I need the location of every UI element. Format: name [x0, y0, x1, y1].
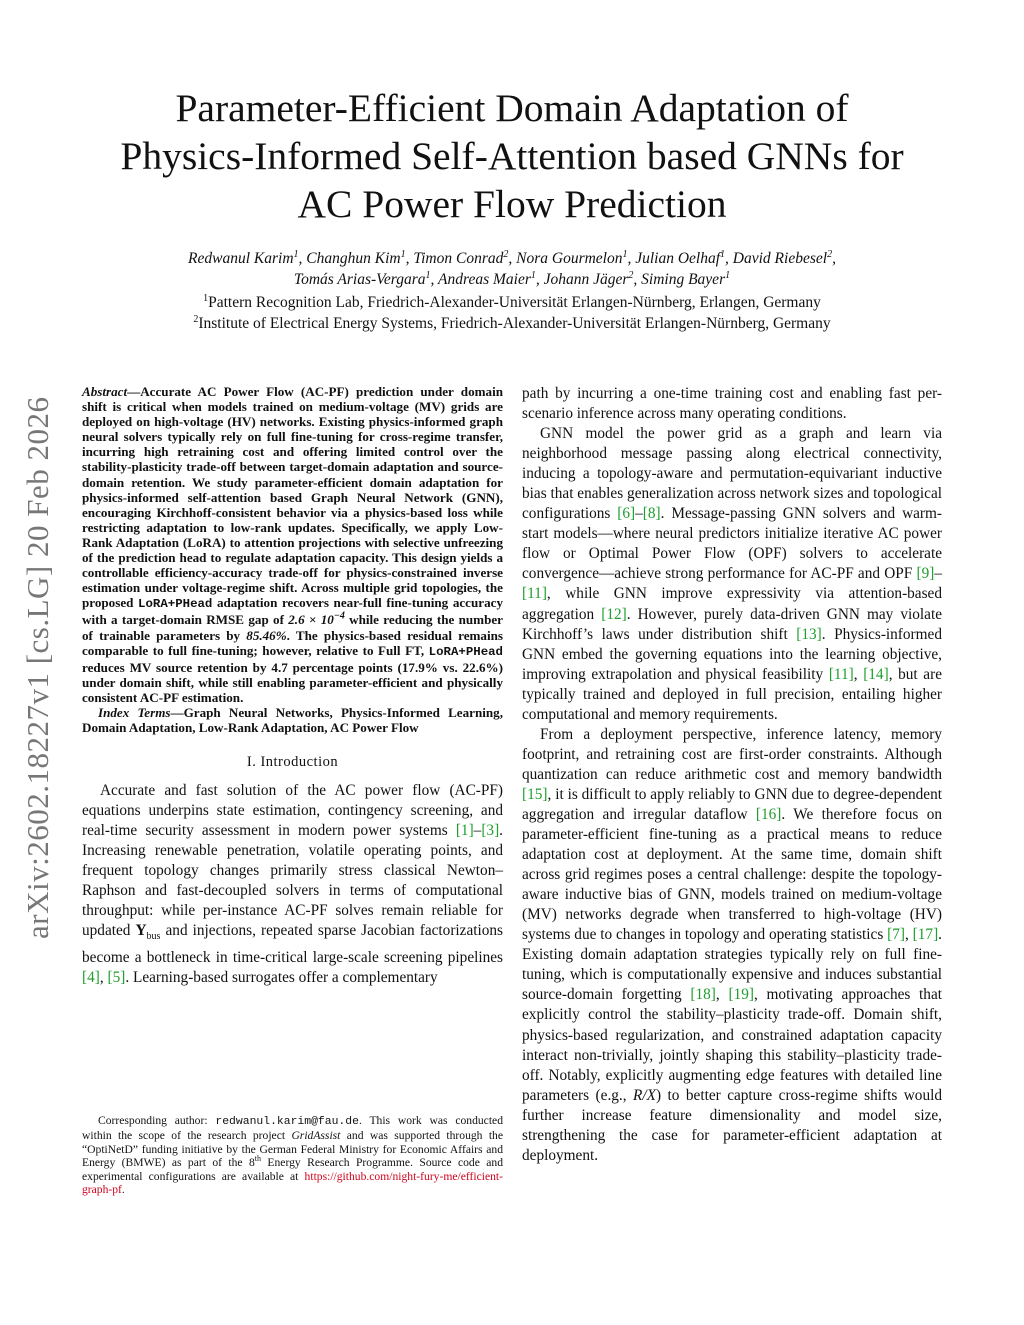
author: Nora Gourmelon$^1$,: [516, 248, 636, 267]
abstract-label: Abstract: [82, 384, 128, 399]
citation-link[interactable]: [11]: [828, 665, 854, 683]
affiliations: [82, 292, 942, 334]
author: Andreas Maier$^1$,: [438, 269, 544, 288]
title-line-3: AC Power Flow Prediction: [297, 182, 727, 226]
project-name: GridAssist: [291, 1129, 341, 1143]
left-column: [82, 384, 503, 988]
section-heading-introduction: I. Introduction: [246, 754, 339, 771]
method-name: LoRA+PHead: [138, 597, 213, 612]
citation-link[interactable]: [16]: [755, 805, 782, 823]
rx-ratio-math: R/X: [633, 1086, 656, 1104]
citation-link[interactable]: [15]: [522, 785, 548, 803]
citation-link[interactable]: [18]: [690, 986, 716, 1004]
intro-paragraph-1: Accurate and fast solution of the AC power flow (AC-PF) equations underpins state estimation, contingency screening, and real-time security assessment in modern power systems [1]–[3]. Increasing renewable penetration, volatile operating points, and frequent topology changes primarily stress classical Newton–Raphson and fast-decoupled solvers in terms of computational throughput: while per-instance AC-PF solves remain reliable for updated $Y_{bus}$ and injections, repeated sparse Jacobian factorizations become a bottleneck in time-critical large-scale screening pipelines [4], [5]. Learning-based surrogates offer a complementary: [82, 782, 503, 986]
intro-paragraph-2: path by incurring a one-time training cost and enabling fast per-scenario inference across many operating conditions.: [522, 385, 942, 423]
citation-link[interactable]: [6]: [617, 505, 636, 523]
citation-link[interactable]: [14]: [863, 665, 889, 683]
citation-link[interactable]: [1]: [455, 822, 474, 840]
citation-link[interactable]: [13]: [796, 625, 822, 643]
author: Changhun Kim$^1$,: [306, 248, 414, 267]
ybus-symbol: Y: [135, 922, 147, 940]
citation-link[interactable]: [11]: [522, 585, 547, 603]
email-address[interactable]: redwanul.karim@fau.de: [215, 1116, 359, 1128]
method-name: LoRA+PHead: [428, 644, 503, 659]
rmse-gap-value: $2.6 \times 10^{-4}$: [288, 611, 345, 628]
citation-link[interactable]: [8]: [642, 505, 661, 523]
paper-title: [80, 84, 944, 228]
citation-link[interactable]: [12]: [601, 605, 627, 623]
citation-link[interactable]: [19]: [728, 986, 754, 1004]
author: Siming Bayer$^1$: [641, 269, 731, 288]
author: Tomás Arias-Vergara$^1$,: [293, 269, 439, 288]
author: Timon Conrad$^2$,: [413, 248, 517, 267]
author: Redwanul Karim$^1$,: [188, 248, 307, 267]
citation-link[interactable]: [5]: [107, 968, 126, 986]
citation-link[interactable]: [4]: [82, 968, 100, 986]
intro-paragraph-4: From a deployment perspective, inference latency, memory footprint, and retraining cost are first-order constraints. Although quantization can reduce arithmetic cost and memory bandwidth [15], it is difficult to apply reliably to GNN due to degree-dependent aggregation and irregular dataflow [16]. We therefore focus on parameter-efficient fine-tuning as a practical means to reduce adaptation cost at deployment. At the same time, domain shift across grid regimes poses a central challenge: despite the topology-aware inductive bias of GNN, models trained on medium-voltage (MV) networks degrade when transferred to high-voltage (HV) systems due to changes in topology and operating statistics [7], [17]. Existing domain adaptation strategies typically rely on full fine-tuning, which is computationally expensive and induces substantial source-domain forgetting [18], [19], motivating approaches that explicitly control the stability–plasticity trade-off. Domain shift, physics-based regularization, and constrained adaptation capacity interact non-trivially, jointly shaping this stability–plasticity trade-off. Notably, explicitly augmenting edge features with detailed line parameters (e.g., R/X) to better capture cross-regime shifts would further increase feature dimensionality and model size, strengthening the case for parameter-efficient adaptation at deployment.: [522, 725, 942, 1164]
citation-link[interactable]: [17]: [912, 926, 939, 944]
intro-paragraph-3: GNN model the power grid as a graph and learn via neighborhood message passing along electrical connectivity, inducing a topology-aware and permutation-equivariant inductive bias that enables generalization across network sizes and topological configurations [6]–[8]. Message-passing GNN solvers and warm-start models—where neural predictors initialize iterative AC power flow or Optimal Power Flow (OPF) solvers to accelerate convergence—achieve strong performance for AC-PF and OPF [9]–[11], while GNN improve expressivity via attention-based aggregation [12]. However, purely data-driven GNN may violate Kirchhoff’s laws under distribution shift [13]. Physics-informed GNN embed the governing equations into the learning objective, improving extrapolation and physical feasibility [11], [14], but are typically trained and deployed in full precision, entailing higher computational and memory requirements.: [522, 425, 942, 723]
citation-link[interactable]: [9]: [916, 565, 935, 583]
author: Johann Jäger$^2$,: [543, 269, 642, 288]
footnote: Corresponding author: redwanul.karim@fau.de. This work was conducted within the scope of the research project GridAssist and was supported through the “OptiNetD” funding initiative by the German Federal Ministry for Economic Affairs and Energy (BMWE) as part of the 8th Energy Research Programme. Source code and experimental configurations are available at https://github.com/night-fury-me/efficient-graph-pf.: [82, 1114, 503, 1197]
repository-link[interactable]: https://github.com/night-fury-me/efficient-graph-pf: [82, 1169, 503, 1197]
param-reduction-value: 85.46%: [246, 627, 287, 643]
affiliation-1: $^1$Pattern Recognition Lab, Friedrich-Alexander-Universität Erlangen-Nürnberg, Erlangen, Germany: [203, 292, 821, 311]
citation-link[interactable]: [3]: [481, 822, 500, 840]
arxiv-identifier: arXiv:2602.18227v1 [cs.LG] 20 Feb 2026: [20, 396, 55, 939]
title-line-2: Physics-Informed Self-Attention based GNNs for: [120, 134, 904, 178]
affiliation-2: $^2$Institute of Electrical Energy Systems, Friedrich-Alexander-Universität Erlangen-Nürnberg, Germany: [193, 313, 831, 332]
author-list: [82, 248, 942, 290]
author: Julian Oelhaf$^1$,: [635, 248, 733, 267]
title-line-1: Parameter-Efficient Domain Adaptation of: [175, 86, 849, 130]
abstract: Abstract—Accurate AC Power Flow (AC-PF) prediction under domain shift is critical when models trained on medium-voltage (MV) grids are deployed on high-voltage (HV) networks. Existing physics-informed graph neural solvers typically rely on full fine-tuning for cross-regime transfer, incurring high retraining cost and offering limited control over the stability-plasticity trade-off between target-domain adaptation and source-domain retention. We study parameter-efficient domain adaptation for physics-informed self-attention based Graph Neural Network (GNN), encouraging Kirchhoff-consistent behavior via a physics-based loss while restricting adaptation to low-rank updates. Specifically, we apply Low-Rank Adaptation (LoRA) to attention projections with selective unfreezing of the prediction head to regulate adaptation capacity. This design yields a controllable efficiency-accuracy trade-off for physics-constrained inverse estimation under voltage-regime shift. Across multiple grid topologies, the proposed LoRA+PHead adaptation recovers near-full fine-tuning accuracy with a target-domain RMSE gap of $2.6 \times 10^{-4}$ while reducing the number of trainable parameters by 85.46%. The physics-based residual remains comparable to full fine-tuning; however, relative to Full FT, LoRA+PHead reduces MV source retention by 4.7 percentage points (17.9% vs. 22.6%) under domain shift, while still enabling parameter-efficient and physically consistent AC-PF estimation.: [82, 384, 503, 705]
citation-link[interactable]: [7]: [887, 926, 905, 944]
right-column: [522, 384, 942, 1166]
index-terms: Index Terms—Graph Neural Networks, Physics-Informed Learning, Domain Adaptation, Low-Rank Adaptation, AC Power Flow: [82, 704, 503, 736]
index-terms-label: Index Terms: [98, 704, 171, 720]
author: David Riebesel$^2$,: [732, 248, 836, 267]
